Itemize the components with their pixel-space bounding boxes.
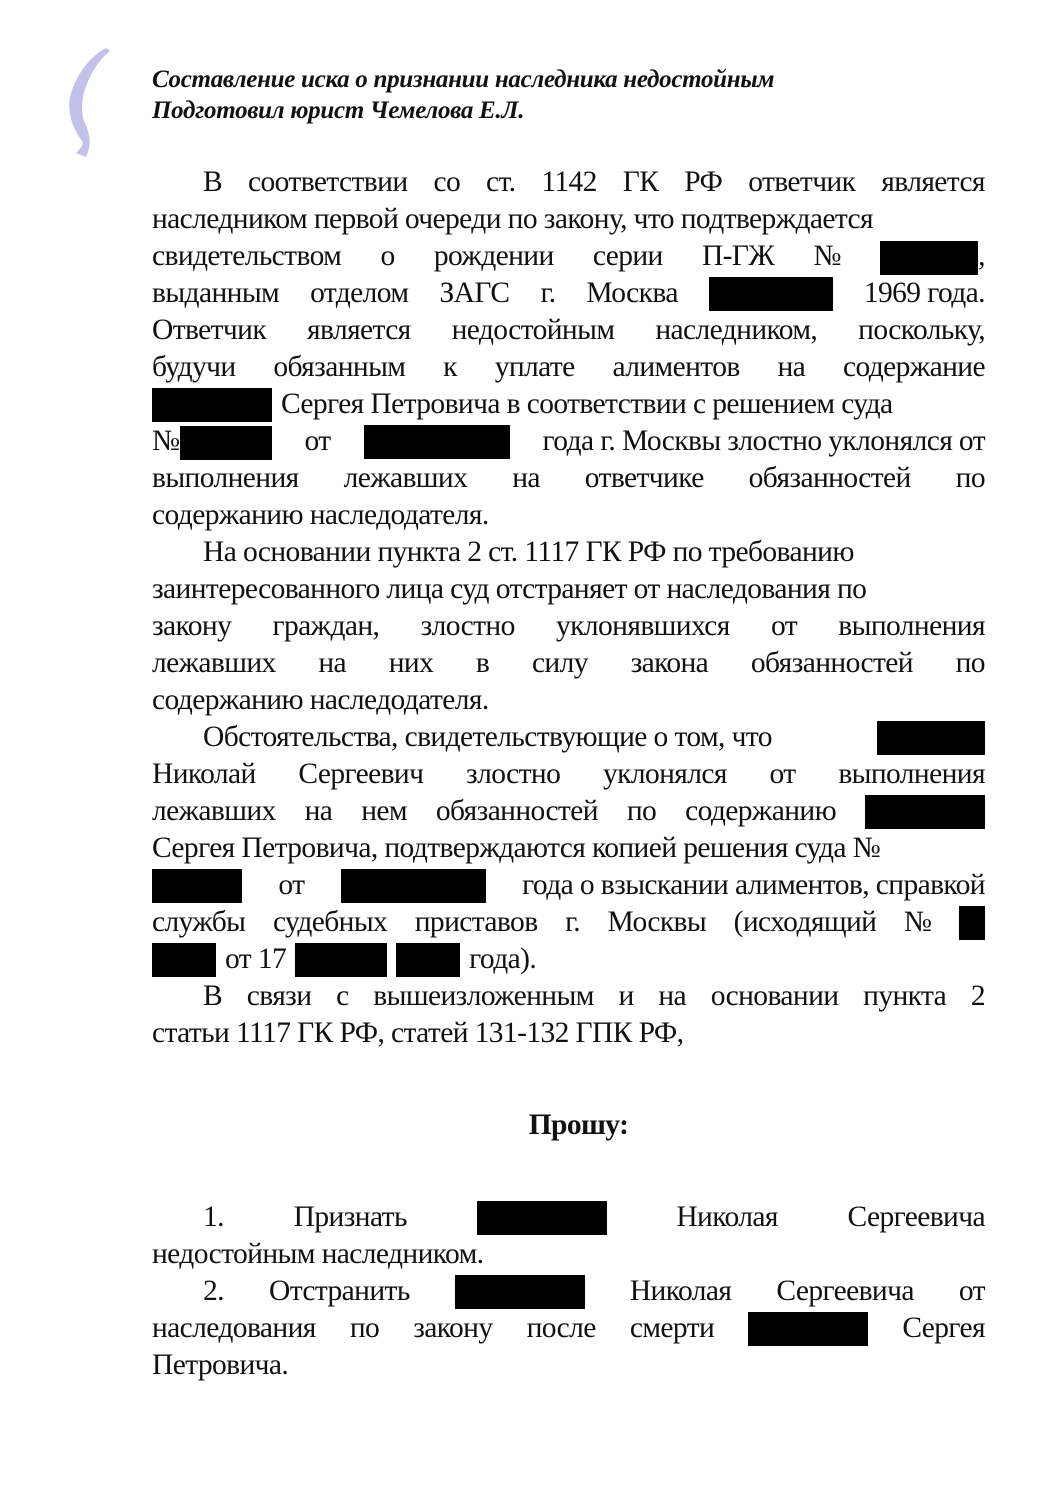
text-fragment: (исходящий <box>733 906 877 938</box>
redaction-box <box>152 388 272 422</box>
text-line <box>152 164 985 201</box>
text-fragment: обязанным <box>273 351 406 383</box>
redaction-box <box>295 943 387 977</box>
text-fragment: от <box>770 610 798 642</box>
text-fragment: № <box>813 240 841 272</box>
text-fragment: злостно <box>466 758 561 790</box>
document-header <box>152 64 774 126</box>
redaction-box <box>865 795 985 829</box>
paragraph-1 <box>152 164 985 534</box>
text-fragment: после <box>526 1312 596 1344</box>
text-line <box>152 682 985 719</box>
text-fragment: вышеизложенным <box>373 980 594 1012</box>
text-fragment: и <box>618 980 634 1012</box>
text-fragment: лежавших <box>152 647 276 679</box>
text-fragment: Сергеевича <box>776 1275 914 1307</box>
text-line <box>152 571 985 608</box>
text-fragment: к <box>443 351 457 383</box>
redaction-box <box>959 906 985 940</box>
text-fragment: от <box>958 1275 985 1307</box>
text-fragment: 2 <box>970 980 985 1012</box>
text-fragment: на <box>777 351 806 383</box>
redaction-box <box>877 721 985 755</box>
text-fragment: Сергея <box>902 1312 985 1344</box>
text-line <box>152 756 985 793</box>
text-fragment: лежавших <box>343 462 468 494</box>
text-fragment: о <box>380 240 395 272</box>
text-fragment: закону <box>152 610 232 642</box>
text-fragment: смерти <box>629 1312 715 1344</box>
text-fragment: содержанию наследодателя. <box>152 684 489 716</box>
text-fragment: в <box>475 647 490 679</box>
text-fragment: лежавших <box>152 795 276 827</box>
text-fragment: приставов <box>414 906 538 938</box>
text-line <box>152 275 985 312</box>
text-fragment: 2. <box>203 1275 224 1307</box>
text-fragment: уклонявшихся <box>556 610 730 642</box>
text-fragment: по <box>349 1312 380 1344</box>
text-fragment: года г. Москвы злостно уклонялся от <box>542 425 985 457</box>
paragraph-3 <box>152 719 985 978</box>
text-line <box>152 497 985 534</box>
text-fragment: от 17 <box>225 943 287 975</box>
text-fragment: закона <box>630 647 709 679</box>
text-fragment: основании <box>710 980 839 1012</box>
text-fragment: Москва <box>586 277 678 309</box>
text-line <box>152 978 985 1015</box>
text-fragment: Отстранить <box>269 1275 410 1307</box>
text-fragment: Москвы <box>607 906 707 938</box>
text-fragment: выполнения <box>838 758 985 790</box>
text-fragment: поскольку, <box>858 314 985 346</box>
text-fragment: с <box>336 980 349 1012</box>
paragraph-4 <box>152 978 985 1052</box>
text-fragment: от <box>304 425 331 457</box>
text-fragment: по <box>955 647 985 679</box>
text-fragment: наследником первой очереди по закону, что подтверждается <box>152 203 873 235</box>
text-fragment: № <box>152 424 180 457</box>
redaction-box <box>364 425 510 459</box>
text-fragment: на <box>318 647 347 679</box>
text-fragment: выполнения <box>152 462 299 494</box>
text-line <box>152 645 985 682</box>
text-line <box>152 1015 985 1052</box>
text-fragment: со <box>433 166 461 198</box>
text-fragment: свидетельством <box>152 240 342 272</box>
text-fragment: недостойным <box>451 314 615 346</box>
text-fragment: серии <box>592 240 663 272</box>
text-fragment: является <box>307 314 411 346</box>
text-line <box>152 830 985 867</box>
text-line <box>152 201 985 238</box>
text-fragment: наследником, <box>655 314 818 346</box>
text-fragment: № <box>903 906 932 938</box>
text-fragment: содержание <box>842 351 985 383</box>
text-fragment: алиментов <box>612 351 740 383</box>
text-fragment: РФ <box>684 166 723 198</box>
text-fragment: заинтересованного лица суд отстраняет от наследования по <box>152 573 867 605</box>
redaction-box <box>748 1312 868 1346</box>
text-line <box>152 941 985 978</box>
text-fragment: будучи <box>152 351 236 383</box>
text-fragment: ст. <box>486 166 516 198</box>
text-fragment: ответчике <box>584 462 704 494</box>
request-item-2 <box>152 1273 985 1384</box>
text-fragment: Ответчик <box>152 314 267 346</box>
text-fragment: Петровича. <box>152 1349 289 1381</box>
text-line <box>152 1273 985 1310</box>
text-fragment: по <box>955 462 985 494</box>
text-fragment: по <box>626 795 657 827</box>
header-author: Подготовил юрист Чемелова Е.Л. <box>152 97 525 124</box>
text-fragment: содержанию <box>685 795 837 827</box>
text-line <box>152 460 985 497</box>
text-fragment: выполнения <box>838 610 985 642</box>
redaction-box <box>396 943 460 977</box>
text-fragment: В <box>203 980 223 1012</box>
text-line <box>152 349 985 386</box>
text-fragment: статьи 1117 ГК РФ, статей 131-132 ГПК РФ, <box>152 1017 684 1049</box>
text-fragment: граждан, <box>272 610 380 642</box>
text-fragment: отделом <box>310 277 409 309</box>
text-fragment: на <box>658 980 687 1012</box>
text-fragment: от <box>278 869 305 901</box>
text-line <box>152 386 985 423</box>
text-fragment: силу <box>531 647 588 679</box>
text-fragment: , <box>978 239 985 272</box>
text-line <box>152 608 985 645</box>
text-fragment: злостно <box>420 610 515 642</box>
text-fragment: г. <box>565 906 581 938</box>
text-line <box>152 534 985 571</box>
redaction-box <box>341 869 486 903</box>
text-fragment: обязанностей <box>435 795 598 827</box>
text-fragment: Сергея Петровича, подтверждаются копией решения суда № <box>152 832 881 864</box>
text-fragment: обязанностей <box>748 462 911 494</box>
text-fragment: является <box>881 166 985 198</box>
redaction-box <box>152 869 242 903</box>
text-fragment: 1. <box>203 1201 224 1233</box>
redaction-box <box>180 426 272 460</box>
text-fragment: ответчик <box>748 166 856 198</box>
text-fragment: На основании пункта 2 ст. 1117 ГК РФ по требованию <box>203 536 854 568</box>
text-fragment: Николая <box>629 1275 732 1307</box>
text-fragment: связи <box>246 980 312 1012</box>
header-title: Составление иска о признании наследника недостойным <box>152 66 775 93</box>
text-line <box>152 1310 985 1347</box>
text-fragment: года). <box>469 943 537 975</box>
text-line <box>152 793 985 830</box>
text-fragment: содержанию наследодателя. <box>152 499 489 531</box>
text-fragment: рождении <box>433 240 554 272</box>
text-fragment: Обстоятельства, свидетельствующие о том, что <box>203 721 772 753</box>
text-fragment: Николая <box>676 1201 778 1233</box>
text-fragment: Николай <box>152 758 256 790</box>
text-line <box>152 1347 985 1384</box>
redaction-box <box>455 1275 585 1309</box>
text-line <box>152 238 985 275</box>
text-fragment: Признать <box>293 1201 407 1233</box>
redaction-box <box>152 943 216 977</box>
text-line <box>152 312 985 349</box>
text-fragment: П-ГЖ <box>701 240 775 272</box>
text-line <box>152 904 985 941</box>
text-fragment: 1969 года. <box>863 277 985 309</box>
redaction-box <box>880 241 978 275</box>
text-fragment: пункта <box>863 980 947 1012</box>
text-fragment: от <box>769 758 796 790</box>
text-fragment: соответствии <box>248 166 408 198</box>
text-fragment: выданным <box>152 277 280 309</box>
text-line <box>152 423 985 460</box>
text-fragment: на <box>304 795 333 827</box>
text-fragment: обязанностей <box>750 647 913 679</box>
text-fragment: Сергея Петровича в соответствии с решением суда <box>281 388 893 420</box>
text-fragment: В <box>203 166 223 198</box>
text-fragment: уплате <box>494 351 575 383</box>
text-fragment: Сергеевич <box>298 758 424 790</box>
text-fragment: ЗАГС <box>439 277 510 309</box>
document-body <box>152 164 985 1384</box>
text-fragment: уклонялся <box>602 758 727 790</box>
decorative-brush-stroke <box>62 45 112 160</box>
text-fragment: нем <box>361 795 407 827</box>
text-fragment: судебных <box>272 906 388 938</box>
text-line <box>152 1199 985 1236</box>
text-fragment: них <box>388 647 434 679</box>
redaction-box <box>709 277 833 311</box>
request-title: Прошу: <box>528 1109 629 1141</box>
text-fragment: г. <box>540 277 556 309</box>
text-fragment: на <box>512 462 540 494</box>
text-fragment: недостойным наследником. <box>152 1238 484 1270</box>
text-line <box>152 867 985 904</box>
text-fragment: ГК <box>622 166 659 198</box>
text-fragment: года о взыскании алиментов, справкой <box>522 869 985 901</box>
text-line <box>152 719 985 756</box>
text-fragment: закону <box>413 1312 493 1344</box>
redaction-box <box>477 1201 607 1235</box>
text-fragment: службы <box>152 906 246 938</box>
text-fragment: Сергеевича <box>847 1201 985 1233</box>
paragraph-2 <box>152 534 985 719</box>
text-fragment: 1142 <box>541 166 597 198</box>
text-line <box>152 1236 985 1273</box>
text-fragment: наследования <box>152 1312 316 1344</box>
request-item-1 <box>152 1199 985 1273</box>
